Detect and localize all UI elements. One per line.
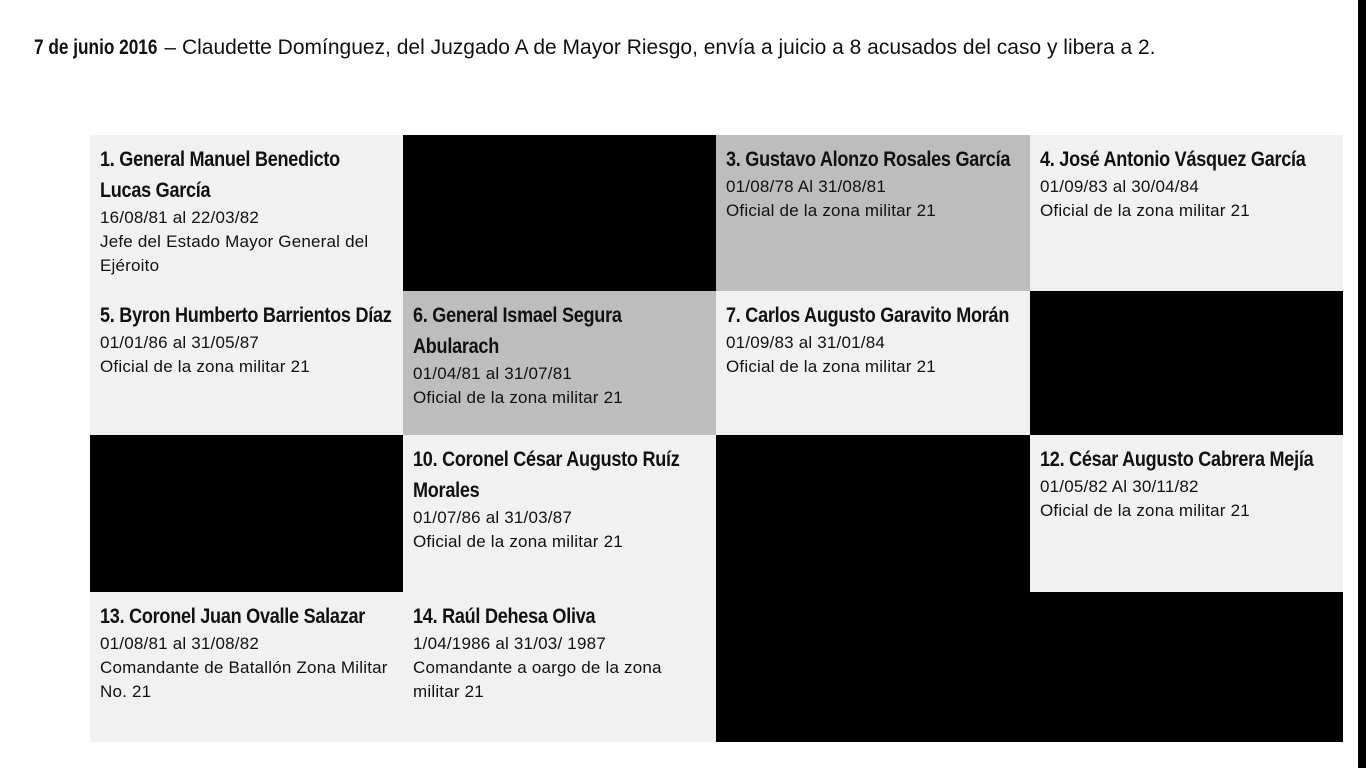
defendant-name: 6. General Ismael Segura Abularach xyxy=(413,304,622,358)
defendant-name: 3. Gustavo Alonzo Rosales García xyxy=(726,148,1011,171)
defendant-role: Oficial de la zona militar 21 xyxy=(1040,501,1250,520)
defendant-name: 1. General Manuel Benedicto Lucas García xyxy=(100,148,340,202)
defendant-dates: 01/08/81 al 31/08/82 xyxy=(100,634,260,653)
defendant-card-13 xyxy=(90,592,403,742)
defendant-role: Oficial de la zona militar 21 xyxy=(413,532,623,551)
defendant-card-7 xyxy=(716,291,1030,435)
defendant-role: Oficial de la zona militar 21 xyxy=(100,357,310,376)
defendant-dates: 01/05/82 Al 30/11/82 xyxy=(1040,477,1199,496)
redacted-cell-9 xyxy=(90,435,403,592)
defendant-dates: 01/09/83 al 30/04/84 xyxy=(1040,177,1200,196)
defendant-dates: 01/09/83 al 31/01/84 xyxy=(726,333,886,352)
defendant-name: 7. Carlos Augusto Garavito Morán xyxy=(726,304,1010,327)
defendant-card-10 xyxy=(403,435,716,592)
defendant-card-6 xyxy=(403,291,716,435)
defendant-role: Oficial de la zona militar 21 xyxy=(413,388,623,407)
defendant-name: 10. Coronel César Augusto Ruíz Morales xyxy=(413,448,680,502)
defendants-grid xyxy=(90,135,1343,742)
header-dash: – xyxy=(164,36,177,59)
defendant-card-4 xyxy=(1030,135,1343,291)
redacted-cell-15-16 xyxy=(716,592,1343,742)
defendant-name: 4. José Antonio Vásquez García xyxy=(1040,148,1306,171)
defendant-role: Oficial de la zona militar 21 xyxy=(726,201,936,220)
defendant-role: Jefe del Estado Mayor General del Ejéroito xyxy=(100,232,369,275)
redacted-cell-2 xyxy=(403,135,716,291)
defendant-name: 5. Byron Humberto Barrientos Díaz xyxy=(100,304,392,327)
page-header xyxy=(34,33,1334,63)
defendant-role: Comandante de Batallón Zona Militar No. 21 xyxy=(100,658,388,701)
header-date: 7 de junio 2016 xyxy=(34,36,158,59)
defendant-card-1 xyxy=(90,135,403,291)
defendant-dates: 01/07/86 al 31/03/87 xyxy=(413,508,573,527)
defendant-card-3 xyxy=(716,135,1030,291)
defendant-dates: 01/04/81 al 31/07/81 xyxy=(413,364,573,383)
defendant-dates: 01/01/86 al 31/05/87 xyxy=(100,333,260,352)
redacted-cell-8 xyxy=(1030,291,1343,435)
defendant-name: 14. Raúl Dehesa Oliva xyxy=(413,605,596,628)
defendant-dates: 16/08/81 al 22/03/82 xyxy=(100,208,260,227)
defendant-card-14 xyxy=(403,592,716,742)
defendant-role: Comandante a oargo de la zona militar 21 xyxy=(413,658,662,701)
header-text: Claudette Domínguez, del Juzgado A de Mayor Riesgo, envía a juicio a 8 acusados del caso y libera a 2. xyxy=(181,36,1156,59)
defendant-role: Oficial de la zona militar 21 xyxy=(726,357,936,376)
right-edge-bar xyxy=(1358,0,1366,768)
defendant-dates: 1/04/1986 al 31/03/ 1987 xyxy=(413,634,606,653)
defendant-card-12 xyxy=(1030,435,1343,592)
defendant-role: Oficial de la zona militar 21 xyxy=(1040,201,1250,220)
defendant-name: 13. Coronel Juan Ovalle Salazar xyxy=(100,605,366,628)
defendant-card-5 xyxy=(90,291,403,435)
defendant-dates: 01/08/78 Al 31/08/81 xyxy=(726,177,886,196)
defendant-name: 12. César Augusto Cabrera Mejía xyxy=(1040,448,1314,471)
redacted-cell-11 xyxy=(716,435,1030,592)
